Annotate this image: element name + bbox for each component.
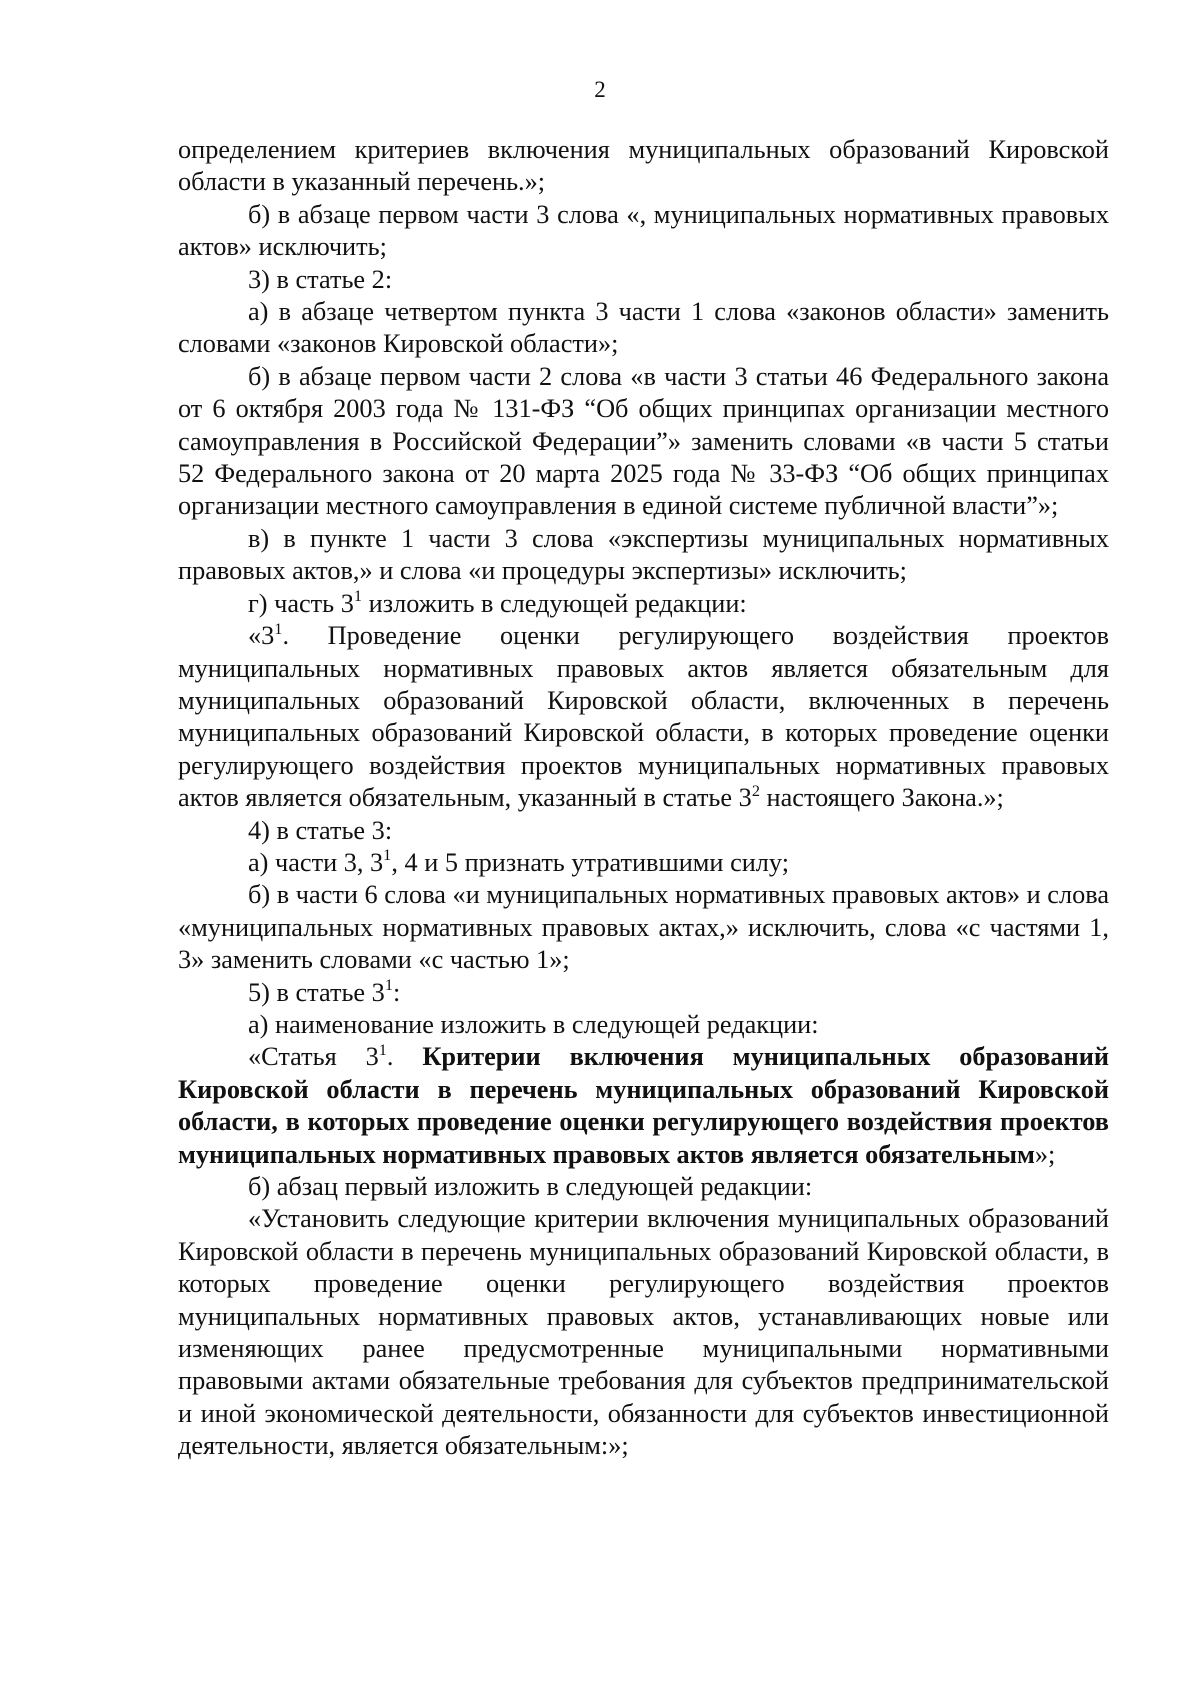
- paragraph: а) в абзаце четвертом пункта 3 части 1 слова «законов области» заменить словами «законов Кировской области»;: [178, 297, 1109, 359]
- text-run: а) части 3, 3: [248, 847, 384, 877]
- text-run: изложить в следующей редакции:: [362, 588, 747, 618]
- superscript: 1: [274, 618, 283, 638]
- text-run: «3: [248, 621, 275, 651]
- superscript: 2: [751, 780, 760, 800]
- paragraph: б) в части 6 слова «и муниципальных нормативных правовых актов» и слова «муниципальных нормативных правовых актах,» исключить, слова «с частями 1, 3» заменить словами «с частью 1»;: [178, 880, 1109, 975]
- paragraph: б) абзац первый изложить в следующей редакции:: [248, 1172, 813, 1201]
- text-run: :: [392, 977, 401, 1007]
- superscript: 1: [353, 586, 363, 606]
- paragraph: «Установить следующие критерии включения муниципальных образований Кировской области в перечень муниципальных образований Кировской области, в которых проведение оценки регулирующего воздействия проектов муниципальных нормативных правовых актов, устанавливающих новые или изменяющих ранее предусмотренные муниципальными нормативными правовыми актами обязательные требования для субъектов предпринимательской и иной экономической деятельности, обязанности для субъектов инвестиционной деятельности, является обязательным:»;: [178, 1204, 1109, 1461]
- text-run: »;: [1034, 1139, 1056, 1169]
- article-title: Критерии включения муниципальных образований Кировской области в перечень муниципальных образований Кировской области, в которых проведение оценки регулирующего воздействия проектов муниципальных нормативных правовых актов является обязательным: [178, 1042, 1109, 1169]
- paragraph: [178, 847, 1109, 879]
- paragraph: б) в абзаце первом части 3 слова «, муниципальных нормативных правовых актов» исключить;: [178, 199, 1109, 262]
- text-run: 5) в статье 3: [248, 977, 385, 1007]
- page-number: 2: [594, 77, 606, 102]
- text-run: . Проведение оценки регулирующего воздействия проектов муниципальных нормативных правовых актов является обязательным для муниципальных образований Кировской области, включенных в перечень муниципальных образований Кировской области, в которых проведение оценки регулирующего воздействия проектов муниципальных нормативных правовых актов является обязательным, указанный в статье 3: [178, 621, 1109, 813]
- paragraph: 3) в статье 2:: [248, 264, 393, 294]
- text-run: «Статья 3: [248, 1042, 379, 1072]
- paragraph: [178, 620, 1109, 814]
- text-run: .: [386, 1042, 423, 1072]
- paragraph: определением критериев включения муниципальных образований Кировской области в указанный перечень.»;: [178, 135, 1109, 197]
- paragraph: [178, 1041, 1109, 1171]
- superscript: 1: [384, 974, 393, 994]
- document-body: [178, 134, 1109, 1463]
- paragraph: в) в пункте 1 части 3 слова «экспертизы муниципальных нормативных правовых актов,» и слова «и процедуры экспертизы» исключить;: [178, 523, 1109, 586]
- paragraph: [178, 974, 1109, 1009]
- paragraph: а) наименование изложить в следующей редакции:: [248, 1009, 819, 1039]
- text-run: настоящего Закона.»;: [759, 783, 1004, 813]
- paragraph: б) в абзаце первом части 2 слова «в части 3 статьи 46 Федерального закона от 6 октября 2003 года № 131-ФЗ “Об общих принципах организации местного самоуправления в Российской Федерации”» заменить словами «в части 5 статьи 52 Федерального закона от 20 марта 2025 года № 33-ФЗ “Об общих принципах организации местного самоуправления в единой системе публичной власти”»;: [178, 361, 1109, 521]
- superscript: 1: [383, 845, 392, 865]
- text-run: г) часть 3: [248, 588, 354, 618]
- paragraph: [178, 588, 1109, 620]
- paragraph: 4) в статье 3:: [248, 815, 393, 845]
- text-run: , 4 и 5 признать утратившими силу;: [391, 847, 790, 877]
- superscript: 1: [378, 1039, 387, 1059]
